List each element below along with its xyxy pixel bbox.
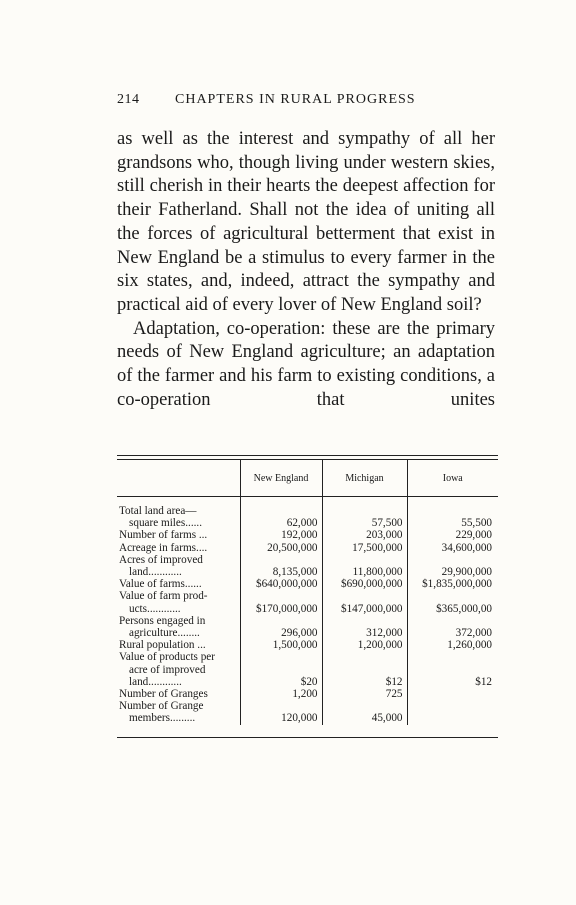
table-cell: 34,600,000 xyxy=(407,542,498,554)
row-label-line: Value of products per xyxy=(119,651,215,664)
table-cell xyxy=(407,700,498,724)
table-header-row xyxy=(117,460,498,497)
table-cell: 725 xyxy=(322,688,407,700)
table-cell: 11,800,000 xyxy=(322,554,407,578)
table-cell: 45,000 xyxy=(322,700,407,724)
table-cell: 120,000 xyxy=(240,700,322,724)
row-label-line: ucts............ xyxy=(129,602,181,615)
table-cell: 312,000 xyxy=(322,615,407,639)
table-row xyxy=(117,497,498,530)
table-cell: 62,000 xyxy=(240,497,322,530)
table-cell: 1,200,000 xyxy=(322,639,407,651)
row-label xyxy=(117,688,240,700)
row-label xyxy=(117,542,240,554)
table-cell: $20 xyxy=(240,651,322,688)
table-cell: 55,500 xyxy=(407,497,498,530)
row-label-line: acre of improved xyxy=(129,663,206,676)
row-label-line: Rural population ... xyxy=(119,639,206,652)
table-row xyxy=(117,529,498,541)
row-label-line: Value of farms...... xyxy=(119,578,202,591)
running-title: CHAPTERS IN RURAL PROGRESS xyxy=(175,92,416,107)
row-label-line: Value of farm prod- xyxy=(119,590,208,603)
table-cell: 29,900,000 xyxy=(407,554,498,578)
column-header: Michigan xyxy=(322,460,407,497)
table-bottom-rule xyxy=(117,737,498,738)
table-row xyxy=(117,639,498,651)
table-cell: $690,000,000 xyxy=(322,578,407,590)
table-row xyxy=(117,700,498,724)
table-cell: 20,500,000 xyxy=(240,542,322,554)
table-cell: $1,835,000,000 xyxy=(407,578,498,590)
table-cell: $365,000,00 xyxy=(407,590,498,614)
table-row xyxy=(117,615,498,639)
table-cell: 192,000 xyxy=(240,529,322,541)
table-row xyxy=(117,578,498,590)
table-cell: 17,500,000 xyxy=(322,542,407,554)
column-header-empty xyxy=(117,460,240,497)
table-cell xyxy=(407,688,498,700)
table-body xyxy=(117,497,498,725)
body-text xyxy=(117,128,495,412)
table-top-rule xyxy=(117,455,498,456)
row-label-line: agriculture........ xyxy=(129,627,200,640)
paragraph: as well as the interest and sympathy of all her grandsons who, though living under western skies, still cherish in their hearts the deepest affection for their Fatherland. Shall not the idea of uniting all the forces of agricultural betterment that exist in New England be a stimulus to every farmer in the six states, and, indeed, attract the sympathy and practical aid of every lover of New England soil? xyxy=(117,129,495,315)
table-cell: $170,000,000 xyxy=(240,590,322,614)
row-label-line: land............ xyxy=(129,675,182,688)
running-header xyxy=(117,92,497,108)
row-label xyxy=(117,639,240,651)
row-label xyxy=(117,529,240,541)
row-label-line: Number of Grange xyxy=(119,700,204,713)
row-label xyxy=(117,578,240,590)
table-cell: 203,000 xyxy=(322,529,407,541)
table-cell: 1,200 xyxy=(240,688,322,700)
row-label-line: Number of Granges xyxy=(119,688,208,701)
table-cell: $640,000,000 xyxy=(240,578,322,590)
row-label-line: Number of farms ... xyxy=(119,529,208,542)
row-label xyxy=(117,700,240,724)
table-cell: $147,000,000 xyxy=(322,590,407,614)
row-label-line: Acreage in farms.... xyxy=(119,541,208,554)
table-row xyxy=(117,554,498,578)
table-cell: 372,000 xyxy=(407,615,498,639)
page-number: 214 xyxy=(117,92,140,107)
table-cell: 229,000 xyxy=(407,529,498,541)
row-label-line: square miles...... xyxy=(129,517,203,530)
column-header: New England xyxy=(240,460,322,497)
table-cell: 1,500,000 xyxy=(240,639,322,651)
table-cell: $12 xyxy=(322,651,407,688)
table-row xyxy=(117,542,498,554)
statistics-table xyxy=(117,455,498,738)
row-label-line: members......... xyxy=(129,712,196,725)
table-cell: 1,260,000 xyxy=(407,639,498,651)
row-label-line: Acres of improved xyxy=(119,553,203,566)
table-row xyxy=(117,590,498,614)
table-cell: 8,135,000 xyxy=(240,554,322,578)
table-cell: $12 xyxy=(407,651,498,688)
row-label xyxy=(117,615,240,639)
row-label xyxy=(117,554,240,578)
paragraph: Adaptation, co-operation: these are the primary needs of New England agriculture; an adaptation of the farmer and his farm to existing conditions, a co-operation that unites xyxy=(117,318,495,410)
column-header: Iowa xyxy=(407,460,498,497)
table-cell: 296,000 xyxy=(240,615,322,639)
row-label-line: Total land area— xyxy=(119,505,197,517)
row-label xyxy=(117,497,240,530)
row-label-line: Persons engaged in xyxy=(119,614,206,627)
table-row xyxy=(117,651,498,688)
table-cell: 57,500 xyxy=(322,497,407,530)
table-row xyxy=(117,688,498,700)
row-label xyxy=(117,651,240,688)
row-label xyxy=(117,590,240,614)
row-label-line: land............ xyxy=(129,566,182,579)
